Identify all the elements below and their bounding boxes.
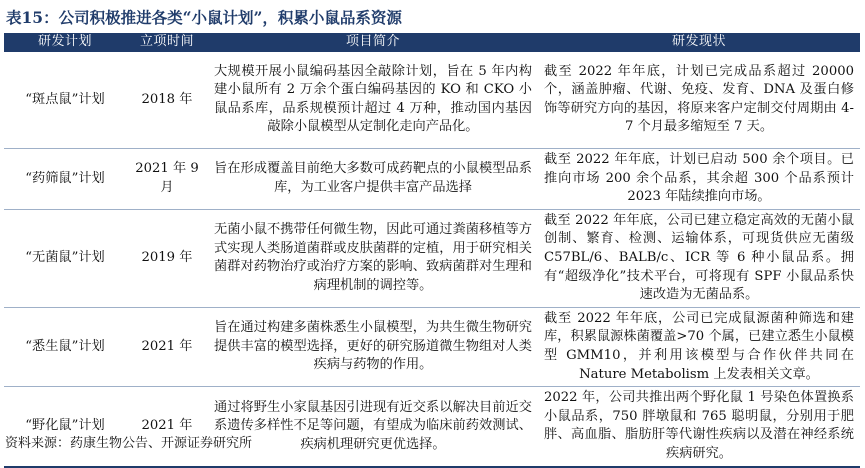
cell-status: 截至 2022 年年底，计划已完成品系超过 20000 个，涵盖肿瘤、代谢、免疫、发育、DNA 及蛋白修饰等研究方向的基因，将原来客户定制交付周期由 4-7 个月最多缩短至 7 天。 (538, 52, 860, 149)
cell-intro: 旨在通过构建多菌株悉生小鼠模型，为共生微生物研究提供丰富的模型选择，更好的研究肠道微生物组对人类疾病与药物的作用。 (208, 307, 538, 386)
cell-status: 截至 2022 年年底，公司已建立稳定高效的无菌小鼠创制、繁育、检测、运输体系，可现货供应无菌级 C57BL/6、BALB/c、ICR 等 6 种小鼠品系。拥有“超级净化”技术平台，可将现有 SPF 小鼠品系快速改造为无菌品系。 (538, 209, 860, 307)
cell-status: 截至 2022 年年底，公司已完成鼠源菌种筛选和建库，积累鼠源株菌覆盖>70 个属，已建立悉生小鼠模型 GMM10，并利用该模型与合作伙伴共同在 Nature Metabolism 上发表相关文章。 (538, 307, 860, 386)
cell-time: 2021 年 (126, 387, 208, 467)
table-row (4, 387, 860, 467)
cell-plan: “野化鼠”计划 (4, 387, 126, 467)
cell-time: 2021 年 (126, 307, 208, 386)
table-row (4, 52, 860, 149)
cell-intro: 旨在形成覆盖目前绝大多数可成药靶点的小鼠模型品系库，为工业客户提供丰富产品选择 (208, 149, 538, 210)
header-time: 立项时间 (126, 33, 208, 52)
cell-plan: “药筛鼠”计划 (4, 149, 126, 210)
cell-intro: 大规模开展小鼠编码基因全敲除计划，旨在 5 年内构建小鼠所有 2 万余个蛋白编码基因的 KO 和 CKO 小鼠品系库，品系规模预计超过 4 万种，推动国内基因敲除小鼠模型从定制化走向产品化。 (208, 52, 538, 149)
cell-status: 2022 年，公司共推出两个野化鼠 1 号染色体置换系小鼠品系，750 胖墩鼠和 765 聪明鼠，分别用于肥胖、高血脂、脂肪肝等代谢性疾病以及潜在神经系统疾病研究。 (538, 387, 860, 467)
cell-intro: 无菌小鼠不携带任何微生物，因此可通过粪菌移植等方式实现人类肠道菌群或皮肤菌群的定植，用于研究相关菌群对药物治疗或治疗方案的影响、致病菌群对生理和病理机制的调控等。 (208, 209, 538, 307)
header-status: 研发现状 (538, 33, 860, 52)
cell-intro: 通过将野生小家鼠基因引进现有近交系以解决目前近交系遗传多样性不足等问题，有望成为临床前药效测试、疾病机理研究更优选择。 (208, 387, 538, 467)
table-row (4, 307, 860, 386)
cell-time: 2019 年 (126, 209, 208, 307)
table-row (4, 209, 860, 307)
source-note: 资料来源：药康生物公告、开源证券研究所 (5, 436, 253, 451)
cell-time: 2018 年 (126, 52, 208, 149)
cell-time: 2021 年 9 月 (126, 149, 208, 210)
cell-plan: “悉生鼠”计划 (4, 307, 126, 386)
table-header-row (4, 33, 860, 52)
cell-status: 截至 2022 年年底，计划已启动 500 余个项目。已推向市场 200 余个品系，其余超 300 个品系预计 2023 年陆续推向市场。 (538, 149, 860, 210)
project-table (4, 33, 860, 468)
header-plan: 研发计划 (4, 33, 126, 52)
cell-plan: “斑点鼠”计划 (4, 52, 126, 149)
cell-plan: “无菌鼠”计划 (4, 209, 126, 307)
table-row (4, 149, 860, 210)
table-title: 表15：公司积极推进各类“小鼠计划”，积累小鼠品系资源 (6, 8, 402, 27)
header-intro: 项目简介 (208, 33, 538, 52)
